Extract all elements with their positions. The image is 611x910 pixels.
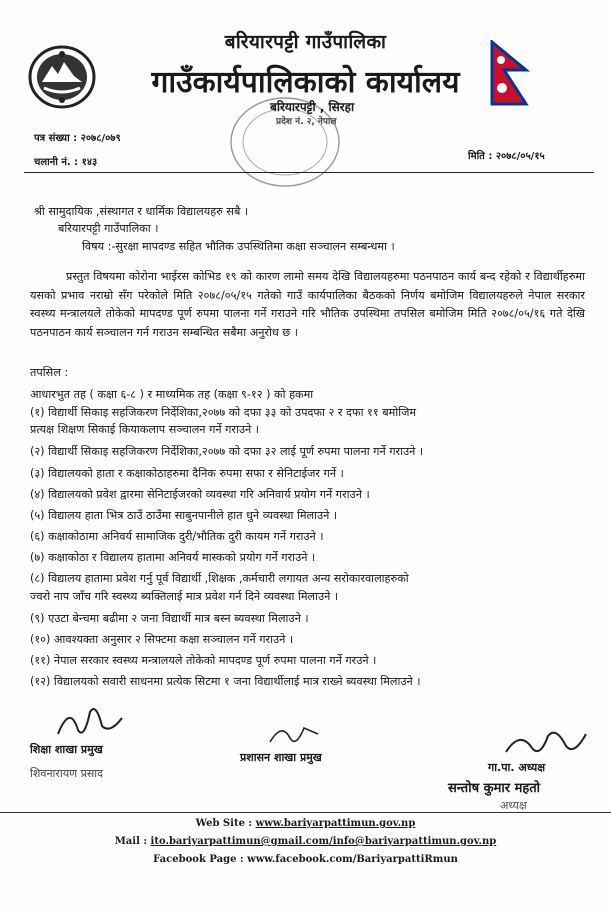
stamp-text: प्रदेश नं. २, नेपाल xyxy=(276,117,337,127)
signature-left-icon xyxy=(50,700,130,740)
chairperson-name: सन्तोष कुमार महतो xyxy=(448,781,541,796)
admin-head-title: प्रशासन शाखा प्रमुख xyxy=(240,751,322,764)
list-item: (२) विद्यार्थी सिकाइ सहजिकरण निर्देशिका,२०७७ को दफा ३२ लाई पूर्ण रुपमा पालना गर्ने गराउने । xyxy=(30,445,424,458)
list-item: ज्वरो नाप जाँच गरि स्वस्थ्य ब्यक्तिलाई मात्र प्रवेश गर्न दिने व्यवस्था मिलाउने । xyxy=(30,590,339,603)
list-item: (३) विद्यालयको हाता र कक्षाकोठाहरुमा दैनिक रुपमा सफा र सेनिटाईजर गर्ने । xyxy=(30,467,344,480)
municipality-title: बरियारपट्टी गाउँपालिका xyxy=(224,31,387,53)
list-item: (१२) विद्यालयको सवारी साधनमा प्रत्येक सिटमा १ जना विद्यार्थीलाई मात्र राख्ने ब्यवस्था मिलाउने । xyxy=(30,675,421,688)
list-item: प्रत्यक्ष शिक्षण सिकाई कियाकलाप सञ्चालन गर्ने गराउने । xyxy=(30,423,260,436)
list-item: (९) एउटा बेन्चमा बढीमा २ जना विद्यार्थी मात्र बस्न ब्यवस्था मिलाउने । xyxy=(30,612,309,625)
footer-divider xyxy=(0,812,611,813)
mail-label: Mail : xyxy=(114,836,151,847)
education-head-name: शिवनारायण प्रसाद xyxy=(30,767,103,780)
list-item: (८) विद्यालय हातामा प्रवेश गर्नु पूर्व विद्यार्थी ,शिक्षक ,कर्मचारी लगायत अन्य सरोकारवालाहरुको xyxy=(30,572,409,585)
header-divider xyxy=(24,172,594,173)
recipient-line2: बरियारपट्टी गाउँपालिका । xyxy=(58,222,159,235)
office-title: गाउँकार्यपालिकाको कार्यालय xyxy=(151,65,460,100)
letter-date: मिति : २०७८/०५/१५ xyxy=(468,151,545,162)
website-link[interactable]: www.bariyarpattimun.gov.np xyxy=(255,818,416,829)
footer-mail xyxy=(0,836,611,847)
main-paragraph: प्रस्तुत विषयमा कोरोना भाईरस कोभिड १९ को कारण लामो समय देखि विद्यालयहरुमा पठनपाठन कार्य बन्द रहेको र विद्यार्थीहरुमा यसको प्रभाव नराम्रो सँग परेकोले मिति २०७८/०५/१५ गतेको गाउँ कार्यपालिका बैठकको निर्णय बमोजिम विद्यालयहरुले नेपाल सरकार स्वस्थ्य मन्त्रालयले तोकेको मापदण्ड पूर्ण रुपमा पालना गर्ने गराउने गरि भौतिक उपस्थिमा तपसिल बमोजिम मिति २०७८/०५/१६ गते देखि पठनपाठन कार्य सञ्चालन गर्न गराउन सम्बन्धित सबैमा अनुरोध छ । xyxy=(30,270,585,339)
footer-facebook[interactable]: Facebook Page : www.facebook.com/BariyarpattiRmun xyxy=(153,854,458,865)
website-label: Web Site : xyxy=(195,818,256,829)
chairperson-designation: अध्यक्ष xyxy=(500,799,527,812)
list-item: (६) कक्षाकोठामा अनिवर्य सामाजिक दुरी/भौतिक दुरी कायम गर्ने गराउने । xyxy=(30,530,324,543)
signature-middle-icon xyxy=(264,718,324,750)
recipient-line1: श्री सामुदायिक ,संस्थागत र धार्मिक विद्यालयहरु सबै । xyxy=(34,205,249,218)
signature-right-icon xyxy=(500,722,592,762)
office-address: बरियारपट्टी , सिरहा xyxy=(270,100,355,114)
list-item: (११) नेपाल सरकार स्वस्थ्य मन्त्रालयले तोकेको मापदण्ड पूर्ण रुपमा पालना गर्ने गरउने । xyxy=(30,654,377,667)
chairperson-title: गा.पा. अध्यक्ष xyxy=(488,761,546,774)
footer-website xyxy=(0,818,611,829)
list-item: (१) विद्यार्थी सिकाइ सहजिकरण निर्देशिका,२०७७ को दफा ३३ को उपदफा २ र दफा ११ बमोजिम xyxy=(30,406,417,419)
mail-link[interactable]: ito.bariyarpattimun@gmail.com/info@bariyarpattimun.gov.np xyxy=(150,836,497,847)
chalani-number: चलानी नं. : १४३ xyxy=(34,157,98,168)
list-item: (४) विद्यालयको प्रवेश द्वारमा सेनिटाईजरको व्यवस्था गरि अनिवार्य प्रयोग गर्ने गराउने । xyxy=(30,488,370,501)
list-item: (५) विद्यालय हाता भित्र ठाउँ ठाउँमा साबुनपानीले हात धुने व्यवस्था मिलाउने । xyxy=(30,509,338,522)
tapsil-label: तपसिल : xyxy=(30,366,69,379)
section-heading: आधारभुत तह ( कक्षा ६-८ ) र माध्यमिक तह (कक्षा ९-१२ ) को हकमा xyxy=(30,388,314,401)
education-head-title: शिक्षा शाखा प्रमुख xyxy=(30,743,103,756)
subject-line: विषय :-सुरक्षा मापदण्ड सहित भौतिक उपस्थितिमा कक्षा सञ्चालन सम्बन्धमा । xyxy=(82,240,395,253)
list-item: (१०) आवश्यक्ता अनुसार २ सिफ्टमा कक्षा सञ्चालन गर्ने गराउने । xyxy=(30,633,294,646)
patra-number: पत्र संख्या : २०७८/०७९ xyxy=(34,133,121,144)
list-item: (७) कक्षाकोठा र विद्यालय हातामा अनिवर्य मास्कको प्रयोग गर्ने गराउने । xyxy=(30,551,316,564)
